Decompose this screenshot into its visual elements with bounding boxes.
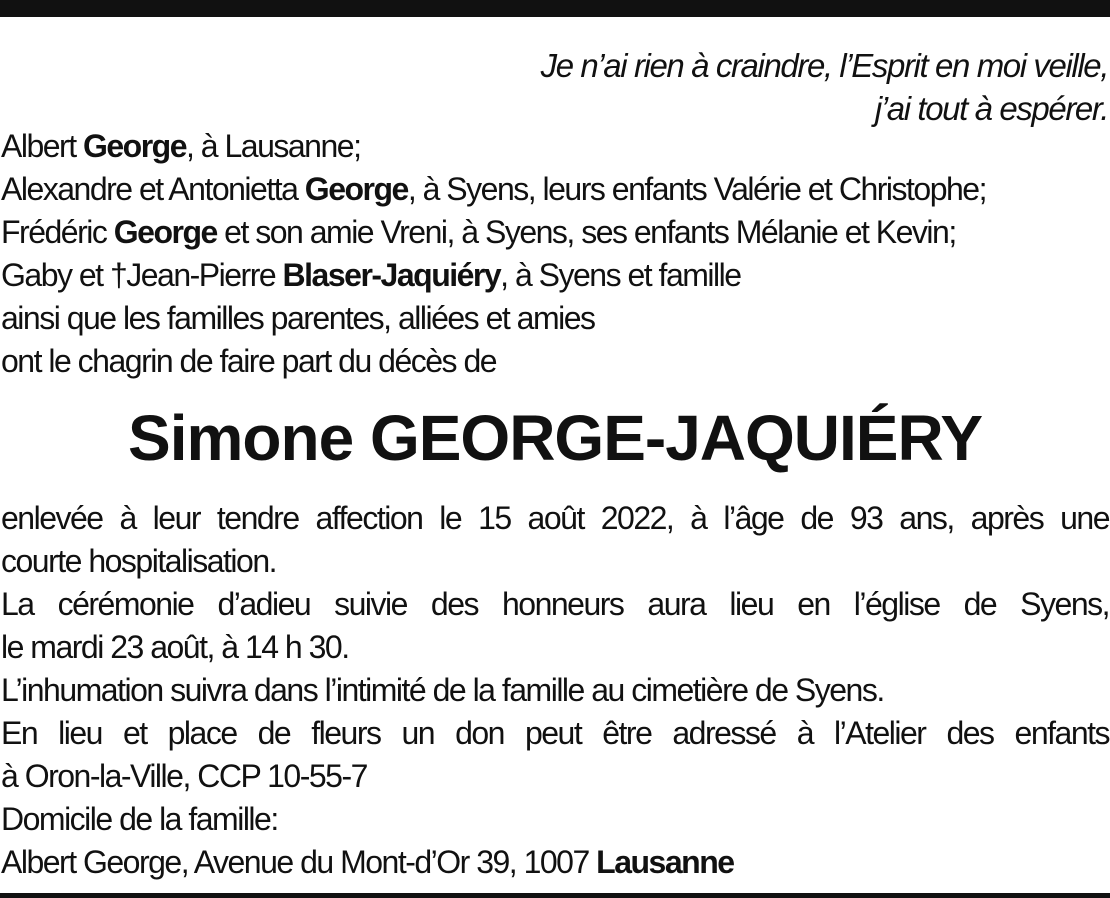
details-line-3: La cérémonie d’adieu suivie des honneurs aura lieu en l’église de Syens, (1, 586, 1109, 622)
epigraph-line-1: Je n’ai rien à craindre, l’Esprit en moi veille, (540, 47, 1108, 84)
family-list (1, 125, 1109, 383)
details-line-5: L’inhumation suivra dans l’intimité de la famille au cimetière de Syens. (1, 672, 884, 708)
details-line-7: à Oron-la-Ville, CCP 10-55-7 (1, 758, 367, 794)
family-line-3 (1, 211, 1109, 254)
family-line-4-text: Gaby et †Jean-Pierre (1, 257, 283, 293)
bottom-rule (0, 893, 1110, 898)
epigraph (208, 44, 1108, 130)
details-line-1: enlevée à leur tendre affection le 15 août 2022, à l’âge de 93 ans, après une (1, 500, 1109, 536)
details-line-4: le mardi 23 août, à 14 h 30. (1, 629, 349, 665)
family-line-2-text: Alexandre et Antonietta (1, 171, 305, 207)
family-line-3-surname: George (113, 214, 217, 250)
family-line-2 (1, 168, 1109, 211)
details (1, 497, 1109, 884)
details-line-2: courte hospitalisation. (1, 543, 277, 579)
top-rule (0, 0, 1110, 17)
details-line-6: En lieu et place de fleurs un don peut être adressé à l’Atelier des enfants (1, 715, 1109, 751)
family-line-1-rest: , à Lausanne; (186, 128, 361, 164)
family-line-3-rest: et son amie Vreni, à Syens, ses enfants Mélanie et Kevin; (216, 214, 956, 250)
family-line-6: ont le chagrin de faire part du décès de (1, 343, 497, 379)
family-line-2-rest: , à Syens, leurs enfants Valérie et Christophe; (407, 171, 986, 207)
family-line-1-surname: George (82, 128, 187, 164)
address-city: Lausanne (596, 844, 734, 880)
family-line-4-rest: , à Syens et famille (500, 257, 741, 293)
family-line-2-surname: George (304, 171, 408, 207)
family-line-5: ainsi que les familles parentes, alliées et amies (1, 300, 595, 336)
epigraph-line-2: j’ai tout à espérer. (874, 90, 1108, 127)
family-line-4 (1, 254, 1109, 297)
address-text: Albert George, Avenue du Mont-d’Or 39, 1007 (1, 844, 597, 880)
family-line-3-text: Frédéric (1, 214, 114, 250)
details-line-8: Domicile de la famille: (1, 801, 278, 837)
family-line-4-surname: Blaser-Jaquiéry (282, 257, 501, 293)
deceased-name: Simone GEORGE-JAQUIÉRY (128, 402, 982, 474)
family-line-1-text: Albert (1, 128, 83, 164)
family-line-1 (1, 125, 1109, 168)
details-line-9 (1, 841, 1109, 884)
